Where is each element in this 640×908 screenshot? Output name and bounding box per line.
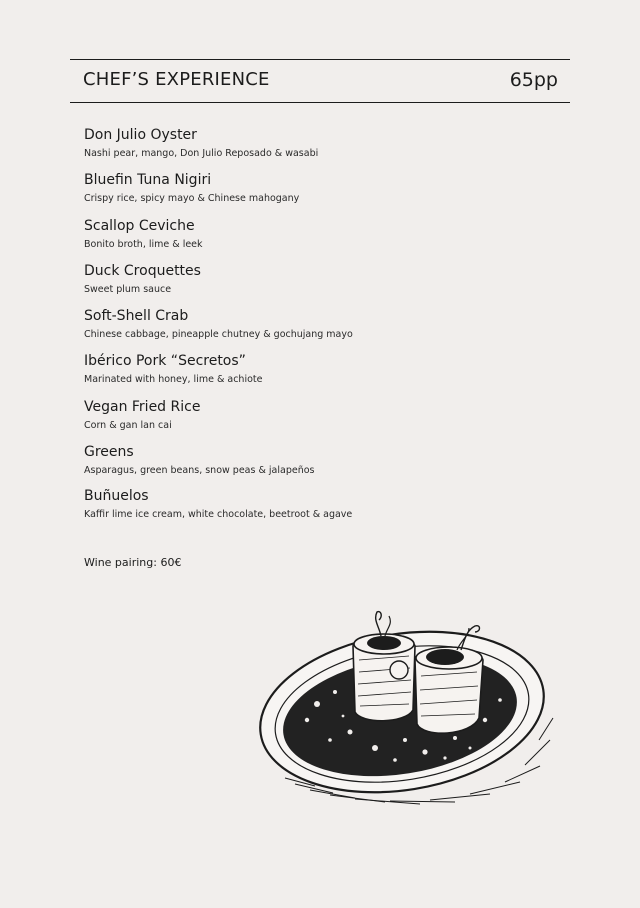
header-bottom-rule [70, 102, 570, 103]
left-roll [353, 612, 415, 721]
menu-item-description: Chinese cabbage, pineapple chutney & gochujang mayo [84, 329, 353, 340]
menu-item-name: Ibérico Pork “Secretos” [84, 353, 246, 369]
wine-pairing-note: Wine pairing: 60€ [84, 556, 182, 569]
menu-item-name: Scallop Ceviche [84, 218, 195, 234]
menu-item-name: Duck Croquettes [84, 263, 201, 279]
menu-item-description: Bonito broth, lime & leek [84, 239, 203, 250]
menu-item-don-julio-oyster [84, 126, 564, 161]
menu-item-duck-croquettes [84, 262, 564, 297]
menu-item-description: Sweet plum sauce [84, 284, 172, 295]
menu-item-vegan-fried-rice [84, 398, 564, 433]
menu-item-iberico-pork-secretos [84, 352, 564, 387]
menu-item-description: Corn & gan lan cai [84, 420, 172, 431]
menu-item-description: Crispy rice, spicy mayo & Chinese mahogany [84, 193, 300, 204]
menu-item-name: Vegan Fried Rice [84, 399, 201, 415]
menu-item-name: Buñuelos [84, 488, 149, 504]
menu-item-description: Nashi pear, mango, Don Julio Reposado & wasabi [84, 148, 319, 159]
menu-price: 65pp [509, 69, 558, 91]
menu-title: CHEF’S EXPERIENCE [83, 69, 270, 90]
plated-dish-illustration [255, 600, 560, 815]
menu-item-greens [84, 443, 564, 478]
menu-item-bunuelos [84, 487, 564, 522]
menu-item-description: Asparagus, green beans, snow peas & jalapeños [84, 465, 315, 476]
menu-item-name: Greens [84, 444, 134, 460]
menu-item-name: Bluefin Tuna Nigiri [84, 172, 212, 188]
menu-item-description: Marinated with honey, lime & achiote [84, 374, 263, 385]
header-top-rule [70, 59, 570, 60]
menu-item-name: Don Julio Oyster [84, 127, 197, 143]
menu-item-bluefin-tuna-nigiri [84, 171, 564, 206]
menu-item-scallop-ceviche [84, 217, 564, 252]
menu-item-soft-shell-crab [84, 307, 564, 342]
menu-item-description: Kaffir lime ice cream, white chocolate, beetroot & agave [84, 509, 353, 520]
menu-item-name: Soft-Shell Crab [84, 308, 189, 324]
